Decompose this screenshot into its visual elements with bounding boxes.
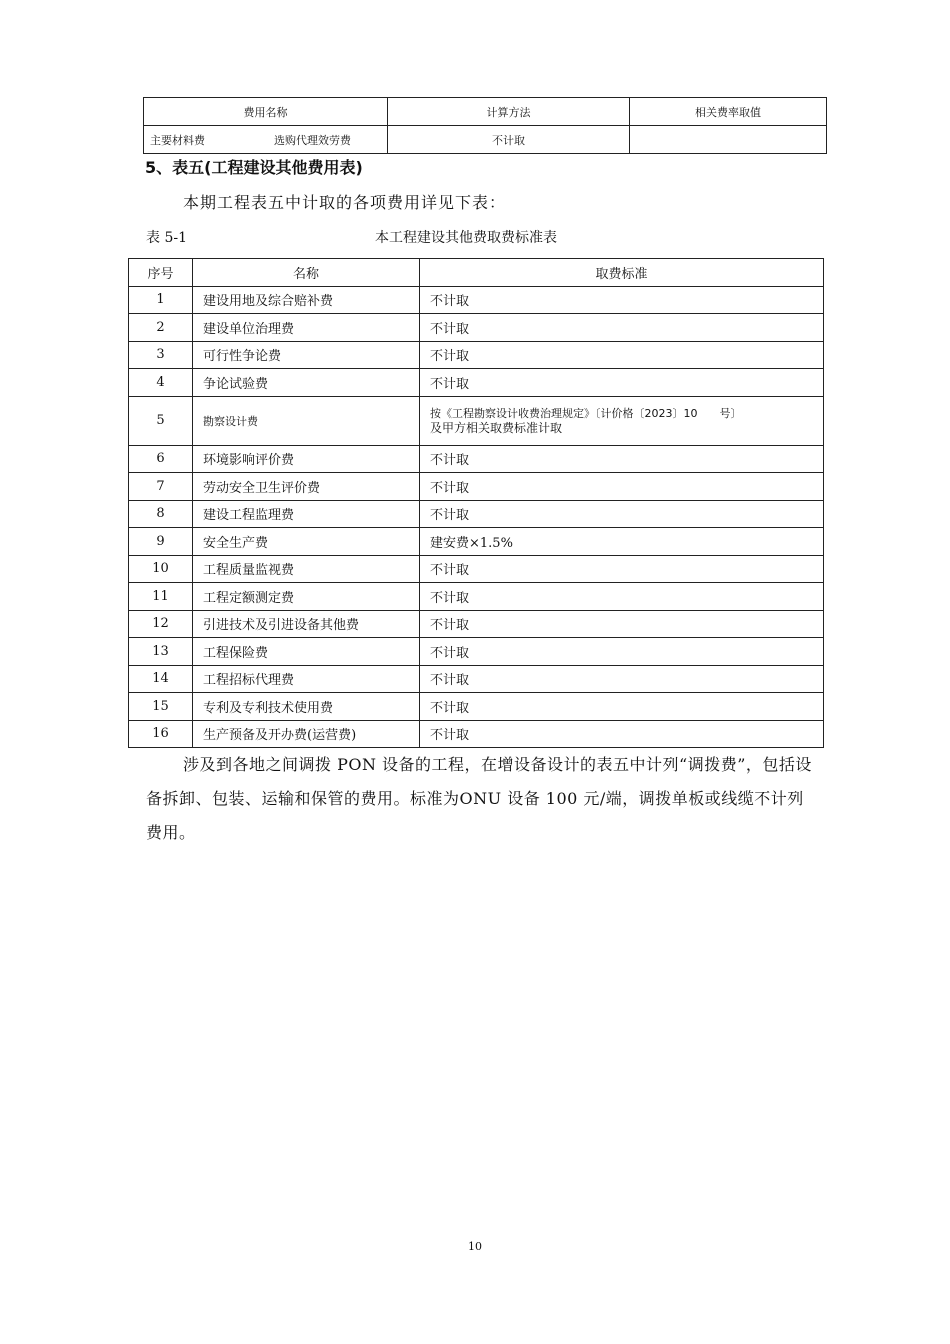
table-header-row: [129, 259, 824, 287]
row-standard: 建安费×1.5%: [420, 528, 824, 556]
row-standard: [420, 396, 824, 445]
page-number: 10: [468, 1240, 482, 1253]
fee-category: 主要材料费: [150, 133, 205, 147]
row-standard: 不计取: [420, 473, 824, 501]
table-caption-title: 本工程建设其他费取费标准表: [375, 230, 557, 246]
row-standard: 不计取: [420, 720, 824, 748]
row-number: 14: [129, 665, 193, 693]
table-row: [129, 314, 824, 342]
header-rate-value: 相关费率取值: [630, 98, 827, 126]
row-name: 争论试验费: [193, 369, 420, 397]
table-row: [129, 445, 824, 473]
row-standard: 不计取: [420, 314, 824, 342]
row-name: 生产预备及开办费(运营费): [193, 720, 420, 748]
table-row: [129, 500, 824, 528]
table-row: [129, 720, 824, 748]
fee-item: 选购代理效劳费: [274, 133, 351, 147]
row-name: 可行性争论费: [193, 341, 420, 369]
row-number: 15: [129, 693, 193, 721]
row-number: 2: [129, 314, 193, 342]
row-standard: 不计取: [420, 693, 824, 721]
fee-summary-table: [143, 97, 827, 154]
header-fee-name: 费用名称: [144, 98, 388, 126]
row-number: 4: [129, 369, 193, 397]
header-name: 名称: [193, 259, 420, 287]
row-standard: 不计取: [420, 610, 824, 638]
table-row: [129, 583, 824, 611]
row-name: 工程质量监视费: [193, 555, 420, 583]
row-number: 9: [129, 528, 193, 556]
row-standard: 不计取: [420, 555, 824, 583]
row-name: 勘察设计费: [193, 396, 420, 445]
standard-line-2: 及甲方相关取费标准计取: [430, 420, 563, 435]
rate-value-cell: [630, 126, 827, 154]
row-number: 11: [129, 583, 193, 611]
header-calc-method: 计算方法: [388, 98, 630, 126]
table-header-row: [144, 98, 827, 126]
table-row: [129, 473, 824, 501]
row-standard: 不计取: [420, 500, 824, 528]
row-name: 工程保险费: [193, 638, 420, 666]
table-row: [129, 369, 824, 397]
row-name: 引进技术及引进设备其他费: [193, 610, 420, 638]
row-number: 7: [129, 473, 193, 501]
row-name: 建设用地及综合赔补费: [193, 286, 420, 314]
row-number: 1: [129, 286, 193, 314]
section-heading: 5、表五(工程建设其他费用表): [145, 158, 363, 177]
header-standard: 取费标准: [420, 259, 824, 287]
other-fees-table: [128, 258, 824, 748]
row-number: 13: [129, 638, 193, 666]
body-paragraph: 涉及到各地之间调拨 PON 设备的工程，在增设备设计的表五中计列“调拨费”，包括设备拆卸、包装、运输和保管的费用。标准为ONU 设备 100 元/端，调拨单板或线缆不计列费用。: [146, 755, 812, 842]
table-row: [129, 610, 824, 638]
intro-text: 本期工程表五中计取的各项费用详见下表：: [183, 193, 507, 212]
table-caption-number: 表 5-1: [146, 230, 187, 246]
row-standard: 不计取: [420, 665, 824, 693]
row-number: 8: [129, 500, 193, 528]
row-name: 劳动安全卫生评价费: [193, 473, 420, 501]
calc-method-cell: 不计取: [388, 126, 630, 154]
row-name: 专利及专利技术使用费: [193, 693, 420, 721]
row-name: 建设单位治理费: [193, 314, 420, 342]
row-number: 10: [129, 555, 193, 583]
row-standard: 不计取: [420, 341, 824, 369]
row-number: 5: [129, 396, 193, 445]
table-row: [129, 693, 824, 721]
table-row: [129, 555, 824, 583]
row-standard: 不计取: [420, 369, 824, 397]
row-number: 3: [129, 341, 193, 369]
row-name: 安全生产费: [193, 528, 420, 556]
row-standard: 不计取: [420, 286, 824, 314]
row-number: 6: [129, 445, 193, 473]
table-row: [129, 286, 824, 314]
row-name: 建设工程监理费: [193, 500, 420, 528]
row-standard: 不计取: [420, 638, 824, 666]
standard-line-1: 按《工程勘察设计收费治理规定》〔计价格〔2023〕10 号〕: [430, 406, 742, 420]
row-number: 12: [129, 610, 193, 638]
row-standard: 不计取: [420, 445, 824, 473]
row-name: 工程招标代理费: [193, 665, 420, 693]
fee-name-cell: [144, 126, 388, 154]
row-standard: 不计取: [420, 583, 824, 611]
table-row: [129, 396, 824, 445]
row-name: 工程定额测定费: [193, 583, 420, 611]
header-seq: 序号: [129, 259, 193, 287]
row-number: 16: [129, 720, 193, 748]
table-row: [129, 528, 824, 556]
table-row: [144, 126, 827, 154]
table-row: [129, 665, 824, 693]
row-name: 环境影响评价费: [193, 445, 420, 473]
table-row: [129, 638, 824, 666]
table-row: [129, 341, 824, 369]
